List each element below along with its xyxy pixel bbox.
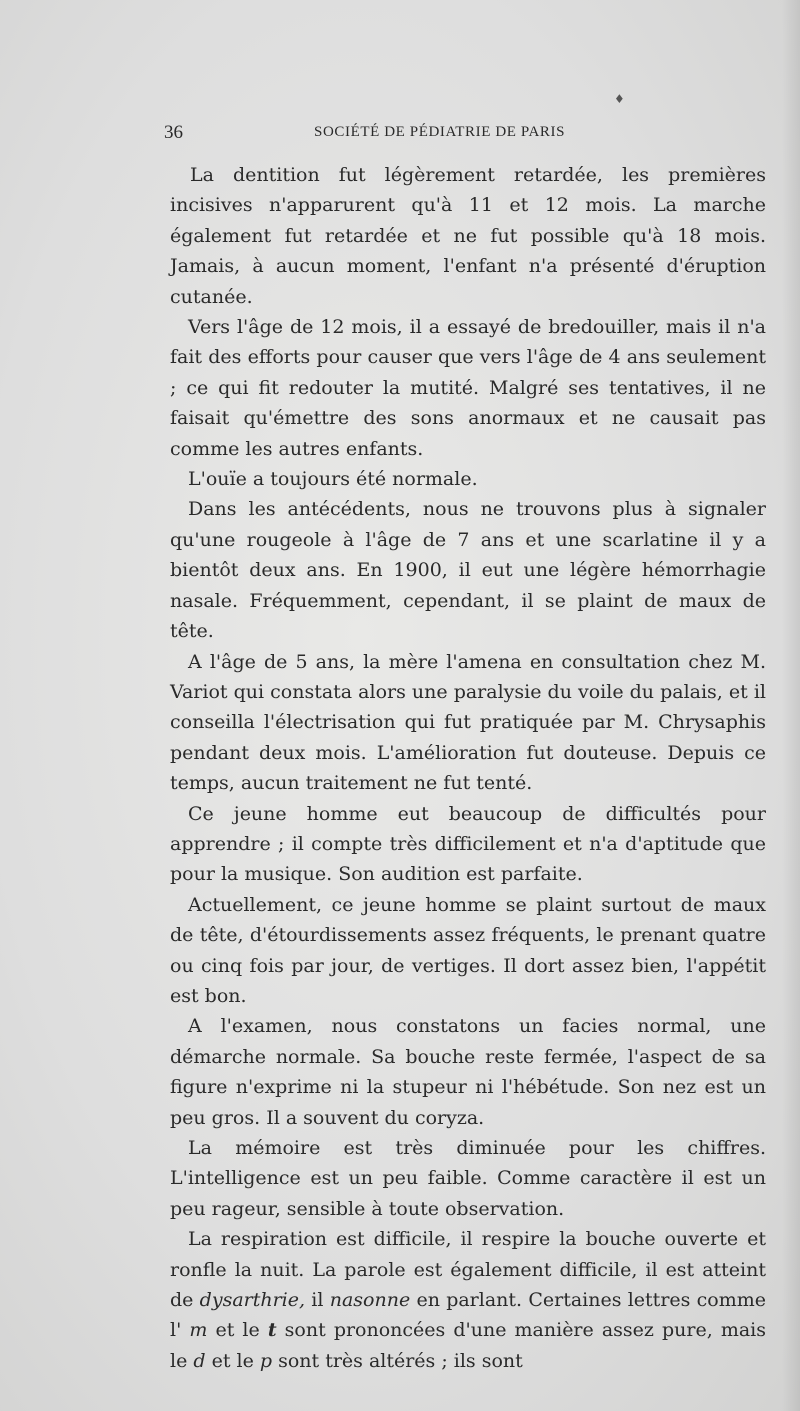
- term-nasonne: nasonne: [329, 1289, 411, 1312]
- respiration-text-1: La respiration est difficile, il respire la bouche ouverte et ronfle la nuit. La parole est également difficile, il est atteint de: [170, 1228, 766, 1312]
- letter-p: p: [259, 1349, 273, 1372]
- paragraph-respiration: [170, 1224, 766, 1376]
- page-number: 36: [164, 122, 183, 143]
- letter-t: t: [267, 1319, 277, 1342]
- page-edge-shadow: [782, 0, 800, 1411]
- letter-m: m: [189, 1319, 208, 1342]
- paragraph-consultation: A l'âge de 5 ans, la mère l'amena en consultation chez M. Variot qui constata alors une paralysie du voile du palais, et il conseilla l'électrisation qui fut pratiquée par M. Chrysaphis pendant deux mois. L'amélioration fut douteuse. Depuis ce temps, aucun traitement ne fut tenté.: [170, 650, 766, 795]
- paragraph-learning: Ce jeune homme eut beaucoup de difficultés pour apprendre ; il compte très difficilement et n'a d'aptitude que pour la musique. Son audition est parfaite.: [170, 802, 766, 886]
- body-text: [170, 160, 766, 1376]
- respiration-text-2: il: [305, 1289, 330, 1312]
- respiration-text-6: et le: [205, 1349, 260, 1372]
- paragraph-antecedents: Dans les antécédents, nous ne trouvons plus à signaler qu'une rougeole à l'âge de 7 ans et une scarlatine il y a bientôt deux ans. En 1900, il eut une légère hémorrhagie nasale. Fréquemment, cependant, il se plaint de maux de tête.: [170, 498, 766, 643]
- term-dysarthrie: dysarthrie,: [199, 1289, 306, 1312]
- respiration-text-4: et le: [207, 1319, 268, 1342]
- respiration-text-5: sont prononcées d'une manière assez pure, mais le: [170, 1319, 766, 1372]
- paragraph-current-symptoms: Actuellement, ce jeune homme se plaint surtout de maux de tête, d'étourdissements assez fréquents, le prenant quatre ou cinq fois par jour, de vertiges. Il dort assez bien, l'appétit est bon.: [170, 893, 766, 1007]
- paragraph-dentition: La dentition fut légèrement retardée, les premières incisives n'apparurent qu'à 11 et 12 mois. La marche également fut retardée et ne fut possible qu'à 18 mois. Jamais, à aucun moment, l'enfant n'a présenté d'éruption cutanée.: [170, 164, 766, 308]
- paragraph-speech-onset: Vers l'âge de 12 mois, il a essayé de bredouiller, mais il n'a fait des efforts pour causer que vers l'âge de 4 ans seulement ; ce qui fit redouter la mutité. Malgré ses tentatives, il ne faisait qu'émettre des sons anormaux et ne causait pas comme les autres enfants.: [170, 316, 766, 460]
- respiration-text-7: sont très altérés ; ils sont: [272, 1349, 523, 1372]
- paragraph-hearing: L'ouïe a toujours été normale.: [188, 468, 478, 491]
- running-title: SOCIÉTÉ DE PÉDIATRIE DE PARIS: [314, 124, 566, 140]
- paragraph-memory: La mémoire est très diminuée pour les chiffres. L'intelligence est un peu faible. Comme caractère il est un peu rageur, sensible à toute observation.: [170, 1137, 766, 1220]
- letter-d: d: [193, 1349, 206, 1372]
- ink-speck: ♦: [614, 92, 625, 106]
- respiration-text-3: en parlant. Certaines lettres comme l': [170, 1289, 767, 1342]
- paragraph-examination: A l'examen, nous constatons un facies normal, une démarche normale. Sa bouche reste fermée, l'aspect de sa figure n'exprime ni la stupeur ni l'hébétude. Son nez est un peu gros. Il a souvent du coryza.: [170, 1015, 766, 1129]
- page-header: [164, 122, 764, 148]
